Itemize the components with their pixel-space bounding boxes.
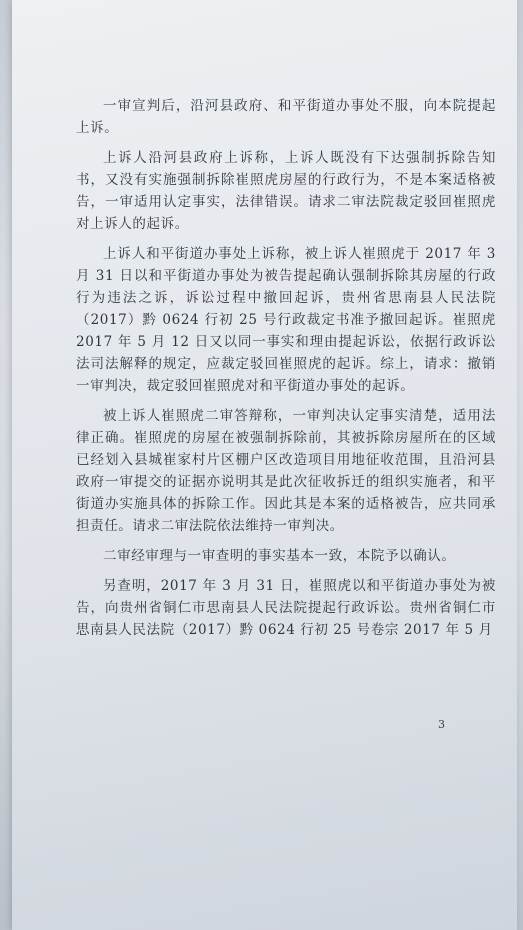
page-number: 3 <box>438 718 445 731</box>
paragraph-appellee-response: 被上诉人崔照虎二审答辩称，一审判决认定事实清楚，适用法律正确。崔照虎的房屋在被强制拆除前，其被拆除房屋所在的区域已经划入县城崔家村片区棚户区改造项目用地征收范围，且沿河县政府一审提交的证据亦说明其是此次征收拆迁的组织实施者，和平街道办实施具体的拆除工作。因此其是本案的适格被告，应共同承担责任。请求二审法院依法维持一审判决。 <box>76 408 496 534</box>
paragraph-county-government-appeal: 上诉人沿河县政府上诉称，上诉人既没有下达强制拆除告知书，又没有实施强制拆除崔照虎房屋的行政行为，不是本案适格被告，一审适用认定事实，法律错误。请求二审法院裁定驳回崔照虎对上诉人的起诉。 <box>76 150 496 232</box>
document-body <box>76 95 496 649</box>
paragraph-appeal-filed: 一审宣判后，沿河县政府、和平街道办事处不服，向本院提起上诉。 <box>76 98 496 136</box>
paragraph-further-finding: 另查明，2017 年 3 月 31 日，崔照虎以和平街道办事处为被告，向贵州省铜仁市思南县人民法院提起行政诉讼。贵州省铜仁市思南县人民法院（2017）黔 0624 行初 25 号卷宗 2017 年 5 月 <box>76 578 496 638</box>
paragraph-street-office-appeal: 上诉人和平街道办事处上诉称，被上诉人崔照虎于 2017 年 3 月 31 日以和平街道办事处为被告提起确认强制拆除其房屋的行政行为违法之诉，诉讼过程中撤回起诉，贵州省思南县人民法院（2017）黔 0624 行初 25 号行政裁定书准予撤回起诉。崔照虎 2017 年 5 月 12 日又以同一事实和理由提起诉讼，依据行政诉讼法司法解释的规定，应裁定驳回崔照虎的起诉。综上，请求：撤销一审判决，裁定驳回崔照虎对和平街道办事处的起诉。 <box>76 246 496 394</box>
paragraph-second-instance-finding: 二审经审理与一审查明的事实基本一致，本院予以确认。 <box>103 548 456 564</box>
